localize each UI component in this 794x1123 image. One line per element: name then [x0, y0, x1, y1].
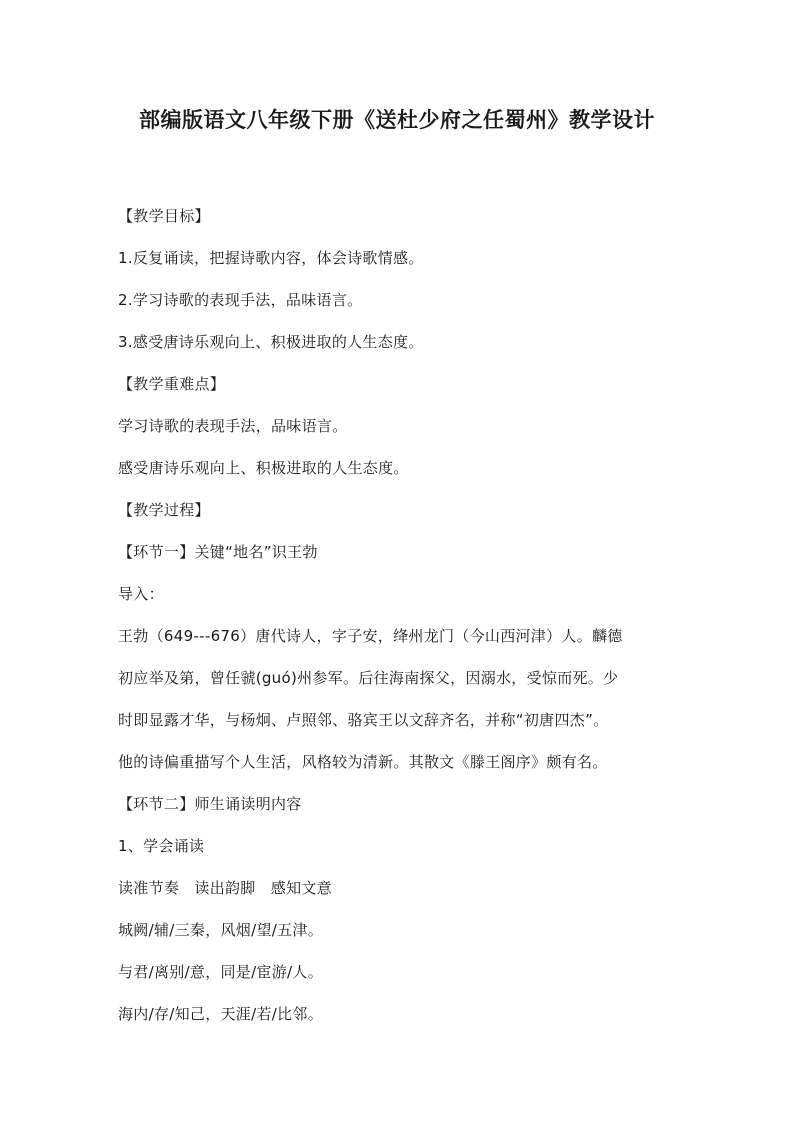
poem-line-1: 城阙/辅/三秦，风烟/望/五津。	[118, 921, 324, 939]
recitation-subheading: 1、学会诵读	[118, 837, 205, 855]
introduction-label: 导入：	[118, 585, 164, 603]
key-point-2: 感受唐诗乐观向上、积极进取的人生态度。	[118, 459, 409, 477]
poem-line-2: 与君/离别/意，同是/宦游/人。	[118, 963, 324, 981]
author-bio-line-4: 他的诗偏重描写个人生活，风格较为清新。其散文《滕王阁序》颇有名。	[118, 753, 608, 771]
author-bio-line-2: 初应举及第，曾任虢(guó)州参军。后往海南探父，因溺水，受惊而死。少	[118, 669, 619, 687]
poem-line-3: 海内/存/知己，天涯/若/比邻。	[118, 1005, 324, 1023]
step-two-heading: 【环节二】师生诵读明内容	[118, 795, 302, 813]
objective-item-1: 1.反复诵读，把握诗歌内容，体会诗歌情感。	[118, 249, 424, 267]
section-heading-process: 【教学过程】	[118, 501, 210, 519]
document-title: 部编版语文八年级下册《送杜少府之任蜀州》教学设计	[139, 108, 655, 132]
section-heading-key-points: 【教学重难点】	[118, 375, 226, 393]
author-bio-line-3: 时即显露才华，与杨炯、卢照邻、骆宾王以文辞齐名，并称“初唐四杰”。	[118, 711, 609, 729]
key-point-1: 学习诗歌的表现手法，品味语言。	[118, 417, 348, 435]
author-bio-line-1: 王勃（649---676）唐代诗人，字子安，绛州龙门（今山西河津）人。麟德	[118, 627, 623, 645]
step-one-heading: 【环节一】关键“地名”识王勃	[118, 543, 318, 561]
objective-item-2: 2.学习诗歌的表现手法，品味语言。	[118, 291, 363, 309]
reading-guidelines: 读准节奏 读出韵脚 感知文意	[118, 879, 333, 897]
objective-item-3: 3.感受唐诗乐观向上、积极进取的人生态度。	[118, 333, 424, 351]
section-heading-objectives: 【教学目标】	[118, 207, 210, 225]
